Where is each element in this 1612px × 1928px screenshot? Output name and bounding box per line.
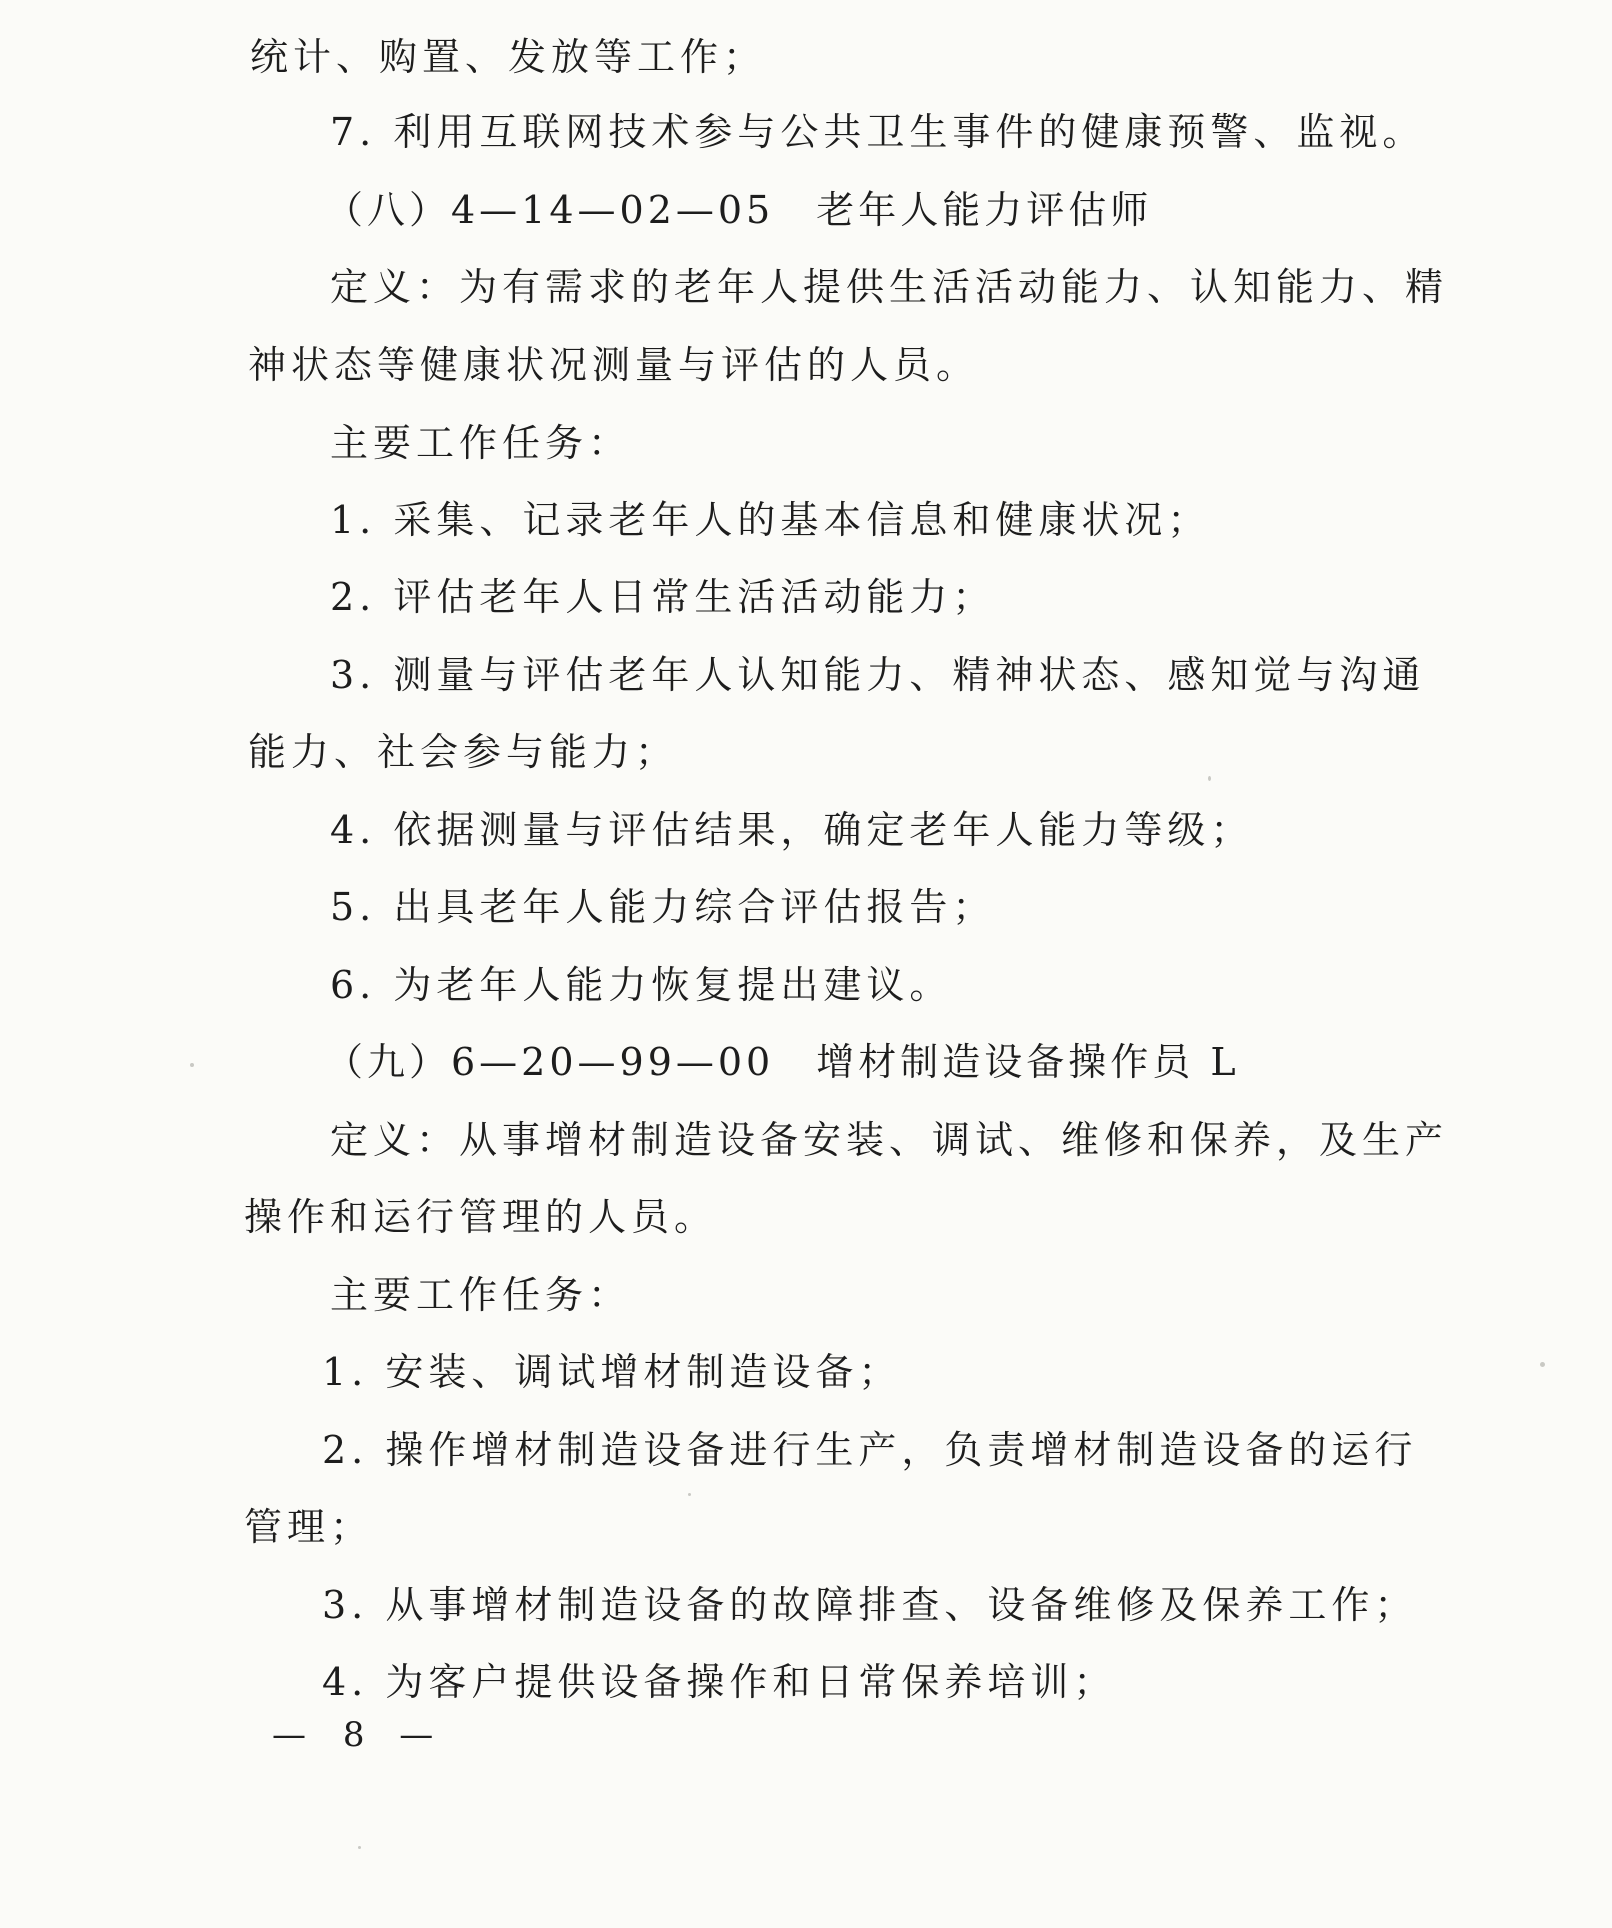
scan-speck (688, 1493, 691, 1496)
paragraph-line: 7. 利用互联网技术参与公共卫生事件的健康预警、监视。 (330, 110, 1426, 154)
list-item: 2. 操作增材制造设备进行生产，负责增材制造设备的运行 (322, 1428, 1418, 1472)
paragraph-line: 定义：为有需求的老年人提供生活活动能力、认知能力、精 (330, 265, 1449, 309)
footer-right-dash: — (399, 1715, 436, 1755)
list-item: 5. 出具老年人能力综合评估报告； (330, 885, 996, 929)
list-item: 3. 测量与评估老年人认知能力、精神状态、感知觉与沟通 (330, 653, 1426, 697)
paragraph-line: 操作和运行管理的人员。 (244, 1195, 718, 1239)
scan-speck (1540, 1362, 1545, 1367)
section-heading: （九）6—20—99—00 增材制造设备操作员 L (325, 1040, 1240, 1084)
list-item-continuation: 能力、社会参与能力； (248, 730, 679, 774)
list-item: 4. 依据测量与评估结果，确定老年人能力等级； (330, 808, 1254, 852)
footer-left-dash: — (272, 1715, 308, 1755)
list-item: 1. 采集、记录老年人的基本信息和健康状况； (330, 498, 1211, 542)
list-item: 6. 为老年人能力恢复提出建议。 (330, 963, 953, 1007)
list-item-continuation: 管理； (244, 1505, 374, 1549)
paragraph-line: 主要工作任务： (330, 421, 632, 465)
list-item: 4. 为客户提供设备操作和日常保养培训； (322, 1660, 1117, 1704)
paragraph-line: 神状态等健康状况测量与评估的人员。 (248, 343, 980, 387)
list-item: 1. 安装、调试增材制造设备； (322, 1350, 902, 1394)
scan-speck (358, 1846, 361, 1849)
paragraph-line: 统计、购置、发放等工作； (250, 35, 767, 79)
page-footer (272, 1710, 435, 1760)
page-number: 8 (342, 1715, 365, 1755)
paragraph-line: 主要工作任务： (330, 1273, 632, 1317)
list-item: 2. 评估老年人日常生活活动能力； (330, 575, 996, 619)
scan-speck (1208, 776, 1211, 781)
list-item: 3. 从事增材制造设备的故障排查、设备维修及保养工作； (322, 1583, 1418, 1627)
scan-speck (190, 1063, 194, 1067)
paragraph-line: 定义：从事增材制造设备安装、调试、维修和保养，及生产 (330, 1118, 1449, 1162)
section-heading: （八）4—14—02—05 老年人能力评估师 (325, 188, 1153, 232)
